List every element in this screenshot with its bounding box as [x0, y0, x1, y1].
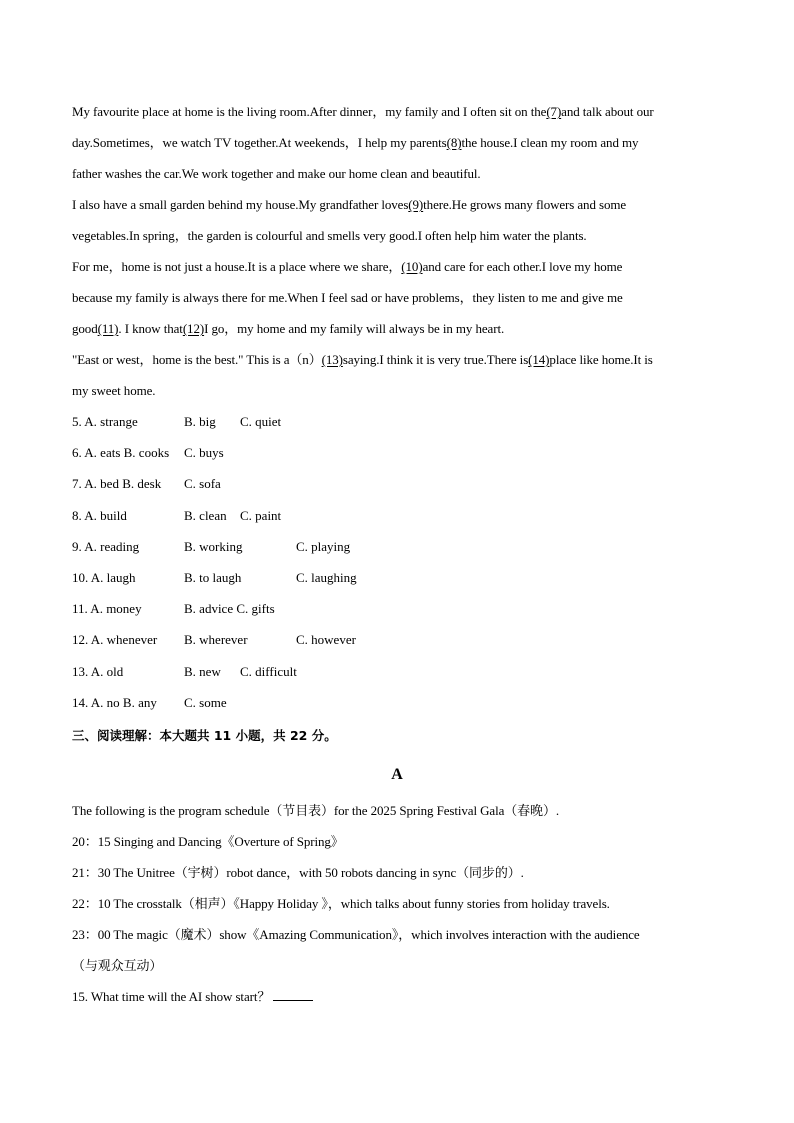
question-15: 15. What time will the AI show start？	[72, 988, 271, 1004]
option-c: C. difficult	[240, 663, 297, 679]
option-row-13	[72, 656, 722, 687]
option-b: B. new	[184, 663, 221, 679]
option-a: 9. A. reading	[72, 538, 140, 554]
passage-text: the house.I clean my room and my	[461, 135, 639, 150]
document-page	[72, 96, 722, 1012]
passage-text: and care for each other.I love my home	[422, 259, 623, 274]
option-c: C. some	[184, 694, 227, 710]
reading-intro: The following is the program schedule（节目表）for the 2025 Spring Festival Gala（春晚）.	[72, 802, 560, 818]
option-a: 10. A. laugh	[72, 569, 136, 585]
option-b: B. to laugh	[184, 569, 242, 585]
reading-line	[72, 857, 722, 888]
reading-line	[72, 795, 722, 826]
passage-line	[72, 251, 722, 282]
passage-text: good	[72, 321, 98, 336]
blank-12: (12)	[182, 321, 205, 336]
option-row-12	[72, 624, 722, 655]
option-c: C. however	[296, 632, 356, 648]
option-b: B. wherever	[184, 632, 248, 648]
option-c: C. paint	[240, 507, 282, 523]
blank-10: (10)	[401, 259, 423, 274]
schedule-item: 20：15 Singing and Dancing《Overture of Spring》	[72, 833, 344, 849]
passage-text: my sweet home.	[72, 383, 156, 398]
option-row-5	[72, 406, 722, 437]
option-c: C. buys	[184, 445, 224, 461]
option-a: 8. A. build	[72, 507, 127, 523]
passage-text: I also have a small garden behind my house.My grandfather loves	[72, 197, 409, 212]
option-row-6	[72, 437, 722, 468]
reading-line	[72, 950, 722, 981]
passage-text: there.He grows many flowers and some	[423, 197, 627, 212]
passage-line	[72, 344, 722, 375]
passage-line	[72, 375, 722, 406]
passage-line	[72, 96, 722, 127]
option-a: 6. A. eats B. cooks	[72, 445, 170, 461]
passage-line	[72, 313, 722, 344]
passage-line	[72, 127, 722, 158]
passage-text: father washes the car.We work together and make our home clean and beautiful.	[72, 166, 481, 181]
option-c: C. quiet	[240, 414, 282, 429]
reading-line	[72, 826, 722, 857]
option-row-8	[72, 500, 722, 531]
option-a: 5. A. strange	[72, 414, 138, 429]
option-row-10	[72, 562, 722, 593]
passage-text: For me，home is not just a house.It is a place where we share，	[72, 259, 402, 274]
blank-13: (13)	[321, 352, 343, 367]
part-title: A	[391, 765, 403, 783]
passage-text: saying.I think it is very true.There is	[342, 352, 529, 367]
question-line	[72, 981, 722, 1012]
option-a: 13. A. old	[72, 663, 124, 679]
passage-text: because my family is always there for me.When I feel sad or have problems，they listen to me and give me	[72, 290, 623, 305]
option-a: 14. A. no B. any	[72, 694, 157, 710]
passage-line	[72, 282, 722, 313]
option-b: B. big	[184, 414, 216, 429]
passage-text: day.Sometimes，we watch TV together.At weekends，I help my parents	[72, 135, 447, 150]
option-c: C. playing	[296, 538, 351, 554]
option-b: B. working	[184, 538, 243, 554]
option-c: C. laughing	[296, 569, 357, 585]
option-row-7	[72, 468, 722, 499]
passage-text: . I know that	[118, 321, 183, 336]
option-a: 7. A. bed B. desk	[72, 476, 162, 492]
option-row-14	[72, 687, 722, 718]
passage-text: I go，my home and my family will always be in my heart.	[204, 321, 505, 336]
option-row-9	[72, 531, 722, 562]
passage-text: and talk about our	[561, 104, 654, 119]
schedule-item: 23：00 The magic（魔术）show《Amazing Communication》，which involves interaction with the audience	[72, 926, 640, 942]
reading-line	[72, 888, 722, 919]
passage-line	[72, 189, 722, 220]
schedule-item-continued: （与观众互动）	[72, 957, 163, 973]
blank-9: (9)	[408, 197, 424, 212]
option-a: 12. A. whenever	[72, 632, 158, 648]
blank-8: (8)	[446, 135, 462, 150]
answer-blank[interactable]	[273, 986, 313, 1001]
schedule-item: 22：10 The crosstalk（相声）《Happy Holiday 》，which talks about funny stories from holiday travels.	[72, 895, 610, 911]
blank-11: (11)	[97, 321, 119, 336]
passage-text: vegetables.In spring，the garden is colourful and smells very good.I often help him water the plants.	[72, 228, 587, 243]
blank-7: (7)	[546, 104, 562, 119]
schedule-item: 21：30 The Unitree（宇树）robot dance，with 50 robots dancing in sync（同步的）.	[72, 864, 524, 880]
section-title: 三、阅读理解：本大题共 11 小题，共 22 分。	[72, 727, 337, 743]
passage-line	[72, 220, 722, 251]
reading-line	[72, 919, 722, 950]
option-c: C. sofa	[184, 476, 221, 492]
passage-text: My favourite place at home is the living room.After dinner，my family and I often sit on the	[72, 104, 547, 119]
passage-line	[72, 158, 722, 189]
option-b: B. advice C. gifts	[184, 601, 275, 617]
option-a: 11. A. money	[72, 601, 142, 617]
blank-14: (14)	[528, 352, 550, 367]
passage-text: place like home.It is	[549, 352, 653, 367]
passage-text: "East or west，home is the best." This is a（n）	[72, 352, 322, 367]
option-b: B. clean	[184, 507, 227, 523]
option-row-11	[72, 593, 722, 624]
